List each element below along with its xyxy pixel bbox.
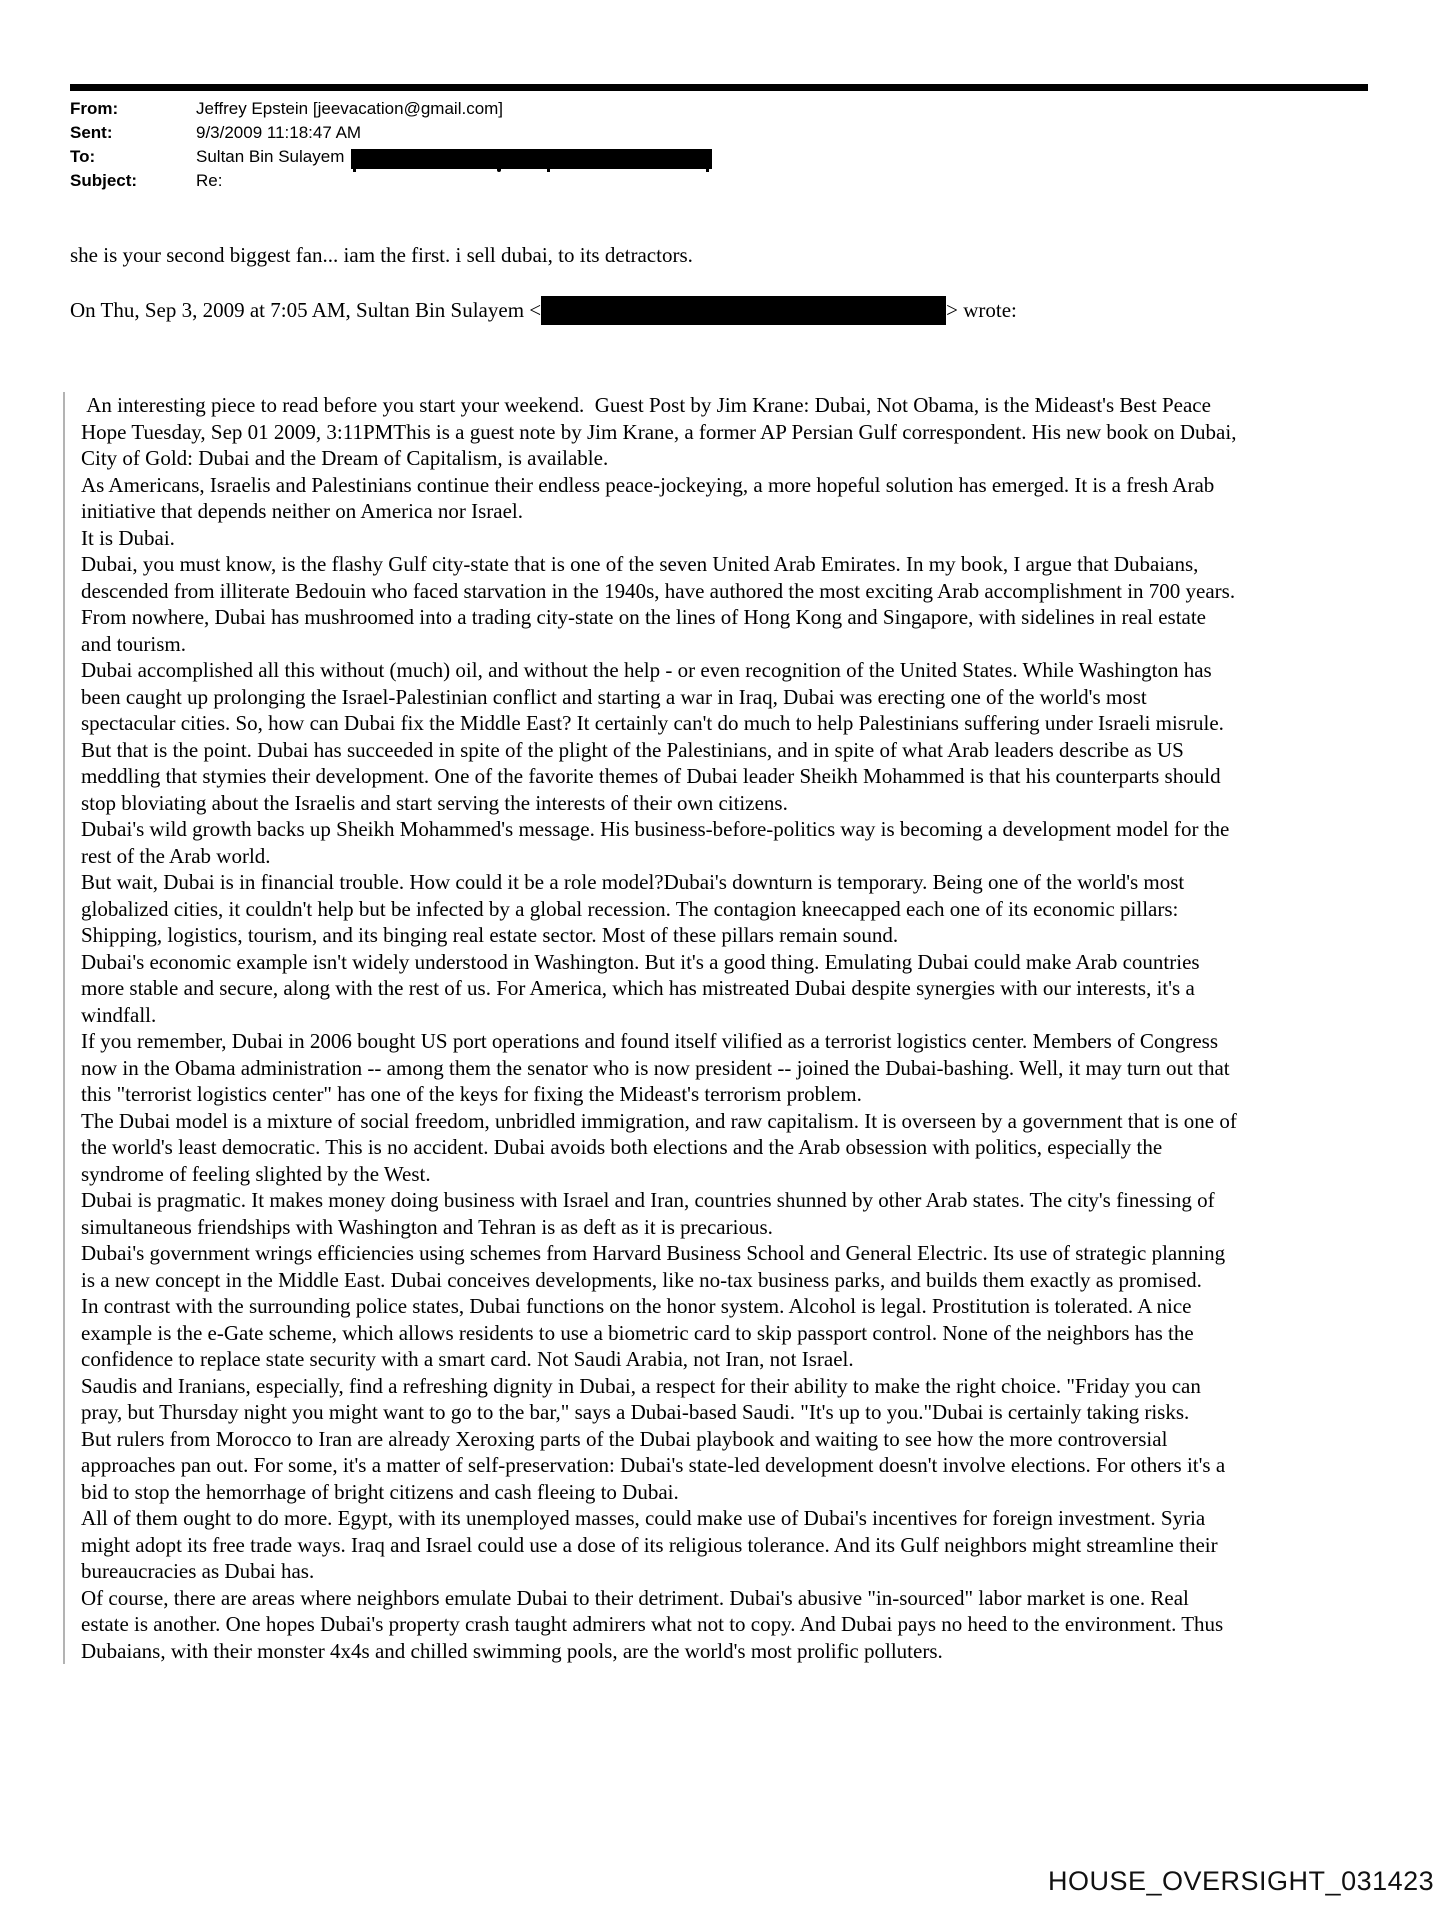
quote-attribution-line (70, 295, 1017, 328)
quoted-paragraph: As Americans, Israelis and Palestinians continue their endless peace-jockeying, a more hopeful solution has emerged. It is a fresh Arab initiative that depends neither on America nor Israel. (81, 472, 1220, 523)
email-header (70, 97, 712, 193)
quoted-paragraph: But wait, Dubai is in financial trouble. How could it be a role model?Dubai's downturn is temporary. Being one of the world's most globalized cities, it couldn't help but be infected by a global recession. The contagion kneecapped each one of its economic pillars: Shipping, logistics, tourism, and its binging real estate sector. Most of these pillars remain sound. (81, 870, 1190, 947)
redaction-descender-mark (547, 169, 550, 172)
to-label: To: (70, 147, 96, 166)
from-value: Jeffrey Epstein [jeevacation@gmail.com] (196, 99, 504, 118)
sent-label: Sent: (70, 123, 113, 142)
header-row-from (70, 97, 712, 121)
quoted-paragraph: Of course, there are areas where neighbors emulate Dubai to their detriment. Dubai's abusive "in-sourced" labor market is one. Real estate is another. One hopes Dubai's property crash taught admirers what not to copy. And Dubai pays no heed to the environment. Thus Dubaians, with their monster 4x4s and chilled swimming pools, are the world's most prolific polluters. (81, 1585, 1229, 1663)
redaction-descender-mark (353, 169, 356, 172)
header-row-to (70, 145, 712, 169)
quoted-paragraph: An interesting piece to read before you start your weekend. Guest Post by Jim Krane: Dubai, Not Obama, is the Mideast's Best Peace Hope Tuesday, Sep 01 2009, 3:11PMThis is a guest note by Jim Krane, a former AP Persian Gulf correspondent. His new book on Dubai, City of Gold: Dubai and the Dream of Capitalism, is available. (81, 393, 1247, 470)
email-body-message: she is your second biggest fan... iam the first. i sell dubai, to its detractors. (70, 243, 693, 267)
from-label: From: (70, 99, 119, 118)
quoted-paragraph: Dubai's wild growth backs up Sheikh Mohammed's message. His business-before-politics way is becoming a development model for the rest of the Arab world. (81, 817, 1235, 868)
attribution-prefix: On Thu, Sep 3, 2009 at 7:05 AM, Sultan Bin Sulayem < (70, 298, 542, 322)
bates-stamp: HOUSE_OVERSIGHT_031423 (1048, 1866, 1435, 1896)
quoted-paragraph: Dubai is pragmatic. It makes money doing business with Israel and Iran, countries shunned by other Arab states. The city's finessing of simultaneous friendships with Washington and Tehran is as deft as it is precarious. (81, 1188, 1220, 1239)
redaction-descender-mark (706, 169, 709, 172)
attribution-suffix: > wrote: (946, 298, 1017, 322)
quoted-paragraph: Dubai's economic example isn't widely understood in Washington. But it's a good thing. Emulating Dubai could make Arab countries more stable and secure, along with the rest of us. For America, which has mistreated Dubai despite synergies with our interests, it's a windfall. (81, 949, 1205, 1027)
quoted-paragraph: If you remember, Dubai in 2006 bought US port operations and found itself vilified as a terrorist logistics center. Members of Congress now in the Obama administration -- among them the senator who is now president -- joined the Dubai-bashing. Well, it may turn out that this "terrorist logistics center" has one of the keys for fixing the Mideast's terrorism problem. (81, 1029, 1235, 1106)
quoted-paragraph: In contrast with the surrounding police states, Dubai functions on the honor system. Alcohol is legal. Prostitution is tolerated. A nice example is the e-Gate scheme, which allows residents to use a biometric card to skip passport control. None of the neighbors has the confidence to replace state security with a smart card. Not Saudi Arabia, not Iran, not Israel. (81, 1294, 1199, 1371)
quoted-paragraph: All of them ought to do more. Egypt, with its unemployed masses, could make use of Dubai's incentives for foreign investment. Syria might adopt its free trade ways. Iraq and Israel could use a dose of its religious tolerance. And its Gulf neighbors might streamline their bureaucracies as Dubai has. (81, 1506, 1223, 1583)
quoted-paragraph: It is Dubai. (81, 525, 175, 550)
quoted-paragraph: Saudis and Iranians, especially, find a refreshing dignity in Dubai, a respect for their ability to make the right choice. "Friday you can pray, but Thursday night you might want to go to the bar," says a Dubai-based Saudi. "It's up to you."Dubai is certainly taking risks. (81, 1373, 1207, 1424)
quoted-message-block (63, 392, 1247, 1664)
header-row-subject (70, 169, 712, 193)
quoted-paragraph: The Dubai model is a mixture of social freedom, unbridled immigration, and raw capitalism. It is overseen by a government that is one of the world's least democratic. This is no accident. Dubai avoids both elections and the Arab obsession with politics, especially the syndrome of feeling slighted by the West. (81, 1108, 1243, 1186)
to-value: Sultan Bin Sulayem (196, 147, 345, 166)
sent-value: 9/3/2009 11:18:47 AM (196, 123, 362, 142)
header-row-sent (70, 121, 712, 145)
quoted-paragraph: Dubai, you must know, is the flashy Gulf city-state that is one of the seven United Arab Emirates. In my book, I argue that Dubaians, descended from illiterate Bedouin who faced starvation in the 1940s, have authored the most exciting Arab accomplishment in 700 years. (81, 552, 1236, 603)
attribution-redaction-bar (541, 296, 946, 325)
subject-label: Subject: (70, 171, 138, 190)
quoted-paragraph: But rulers from Morocco to Iran are already Xeroxing parts of the Dubai playbook and waiting to see how the more controversial approaches pan out. For some, it's a matter of self-preservation: Dubai's state-led development doesn't involve elections. For others it's a bid to stop the hemorrhage of bright citizens and cash fleeing to Dubai. (81, 1426, 1231, 1504)
to-redaction-bar (351, 149, 712, 169)
quoted-paragraph: Dubai's government wrings efficiencies using schemes from Harvard Business School and General Electric. Its use of strategic planning is a new concept in the Middle East. Dubai conceives developments, like no-tax business parks, and builds them exactly as promised. (81, 1241, 1231, 1292)
subject-value: Re: (196, 171, 223, 190)
quoted-paragraph: Dubai accomplished all this without (much) oil, and without the help - or even recognition of the United States. While Washington has been caught up prolonging the Israel-Palestinian conflict and starting a war in Iraq, Dubai was erecting one of the world's most spectacular cities. So, how can Dubai fix the Middle East? It certainly can't do much to help Palestinians suffering under Israeli misrule. (81, 658, 1224, 735)
quoted-paragraph: From nowhere, Dubai has mushroomed into a trading city-state on the lines of Hong Kong and Singapore, with sidelines in real estate and tourism. (81, 605, 1212, 656)
quoted-paragraph: But that is the point. Dubai has succeeded in spite of the plight of the Palestinians, and in spite of what Arab leaders describe as US meddling that stymies their development. One of the favorite themes of Dubai leader Sheikh Mohammed is that his counterparts should stop bloviating about the Israelis and start serving the interests of their own citizens. (81, 737, 1226, 815)
top-divider-rule (70, 84, 1368, 91)
